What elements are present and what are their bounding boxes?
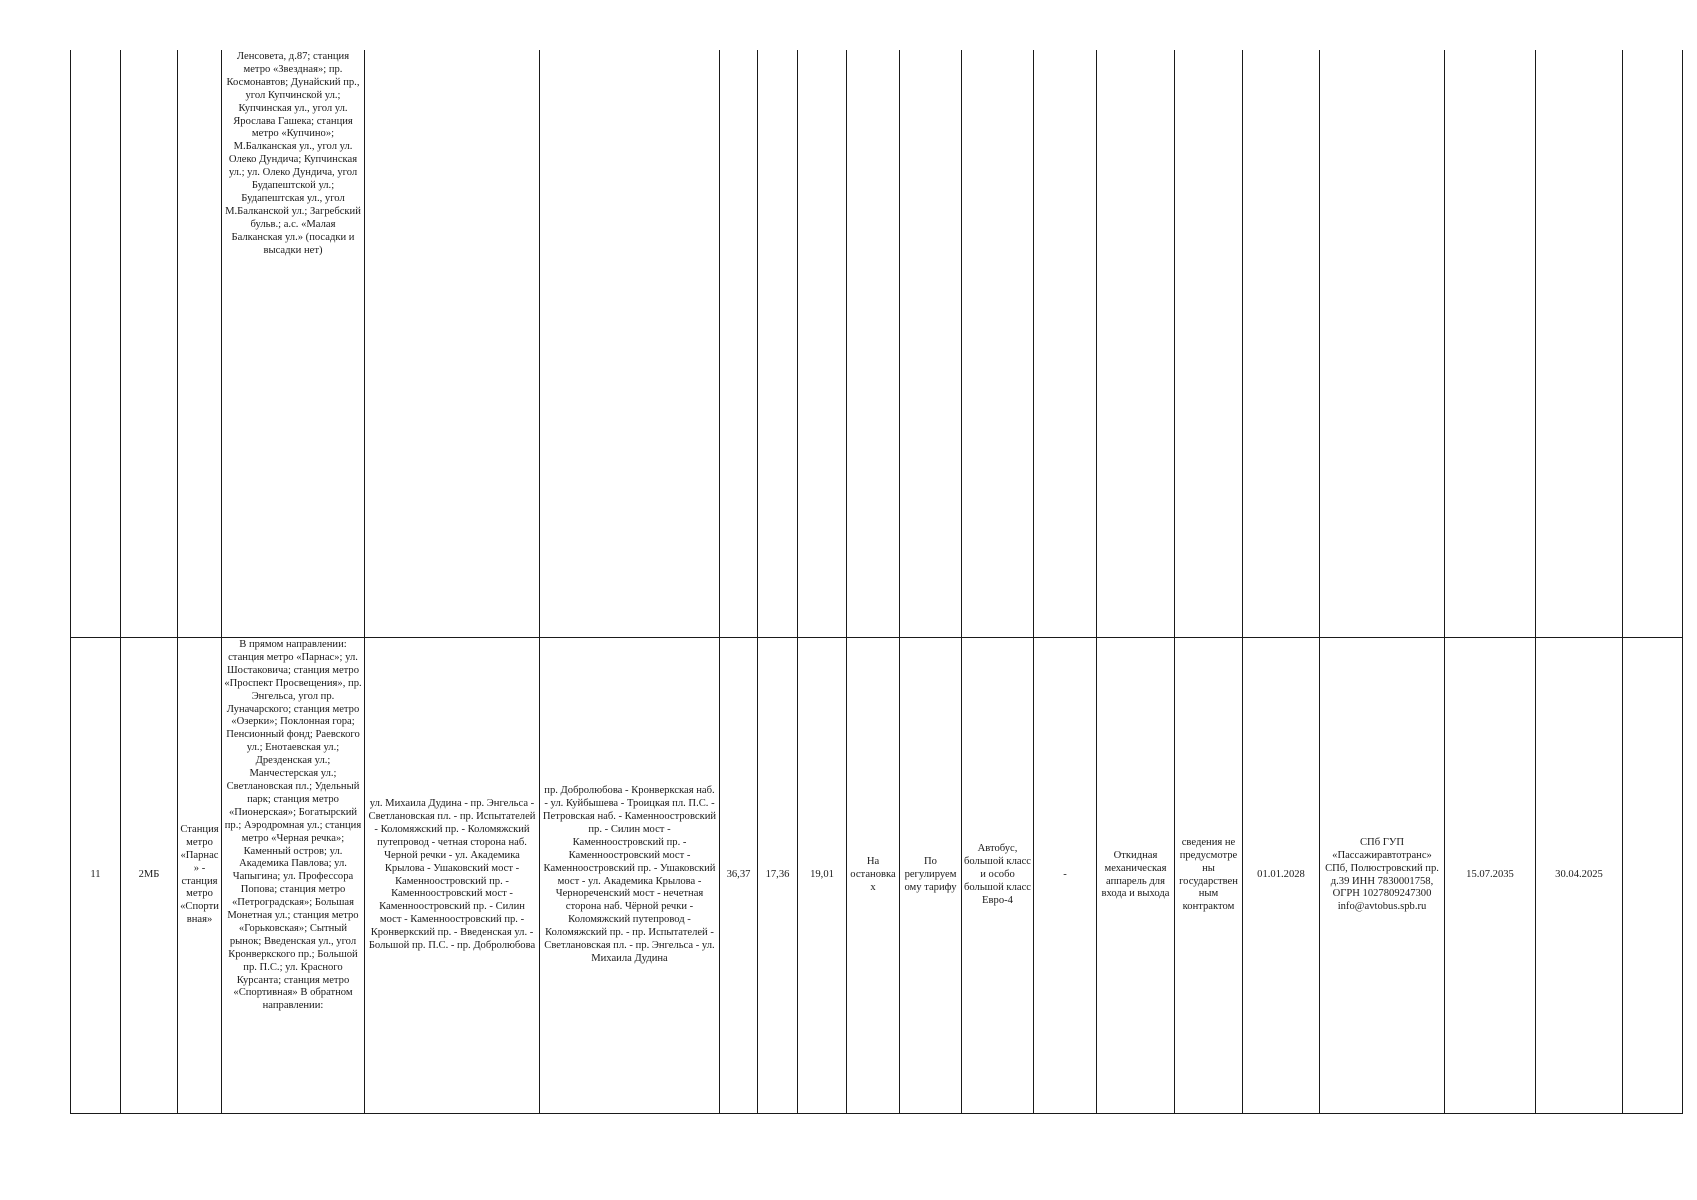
cell-empty xyxy=(798,50,847,638)
cell-empty xyxy=(365,50,540,638)
cell-empty xyxy=(1320,50,1445,638)
cell-dash: - xyxy=(1034,638,1097,1114)
route-register-table xyxy=(70,50,1683,1114)
cell-empty xyxy=(720,50,758,638)
cell-vehicle: Автобус, большой класс и особо большой класс Евро-4 xyxy=(962,638,1034,1114)
cell-stops: В прямом направлении: станция метро «Парнас»; ул. Шостаковича; станция метро «Проспект Просвещения», пр. Энгельса, угол пр. Луначарского; станция метро «Озерки»; Поклонная гора; Пенсионный фонд; Раевского ул.; Енотаевская ул.; Дрезденская ул.; Манчестерская ул.; Светлановская пл.; Удельный парк; станция метро «Пионерская»; Богатырский пр.; Аэродромная ул.; станция метро «Черная речка»; Каменный остров; ул. Академика Павлова; ул. Чапыгина; ул. Профессора Попова; станция метро «Петроградская»; Большая Монетная ул.; станция метро «Горьковская»; Сытный рынок; Введенская ул., угол Кронверкского пр.; Большой пр. П.С.; ул. Красного Курсанта; станция метро «Спортивная» В обратном направлении: xyxy=(222,638,365,1114)
cell-empty xyxy=(758,50,798,638)
cell-streets-forward: ул. Михаила Дудина - пр. Энгельса - Светлановская пл. - пр. Испытателей - Коломяжский пр. - Коломяжский путепровод - четная сторона наб. Черной речки - ул. Академика Крылова - Ушаковский мост - Каменноостровский пр. - Каменноостровский мост - Каменноостровский пр. - Силин мост - Каменноостровский пр. - Кронверкский пр. - Введенская ул. - Большой пр. П.С. - пр. Добролюбова xyxy=(365,638,540,1114)
cell-empty xyxy=(1623,50,1683,638)
cell-carrier: СПб ГУП «Пассажиравтотранс» СПб, Полюстровский пр. д.39 ИНН 7830001758, ОГРН 1027809247300 info@avtobus.spb.ru xyxy=(1320,638,1445,1114)
cell-last xyxy=(1623,638,1683,1114)
cell-empty xyxy=(900,50,962,638)
cell-length-forward: 36,37 xyxy=(720,638,758,1114)
cell-stops-continued: Ленсовета, д.87; станция метро «Звездная»; пр. Космонавтов; Дунайский пр., угол Купчинской ул.; Купчинская ул., угол ул. Ярослава Гашека; станция метро «Купчино»; М.Балканская ул., угол ул. Олеко Дундича; Купчинская ул.; ул. Олеко Дундича, угол Будапештской ул.; Будапештская ул., угол М.Балканской ул.; Загребский бульв.; а.с. «Малая Балканская ул.» (посадки и высадки нет) xyxy=(222,50,365,638)
cell-empty xyxy=(178,50,222,638)
cell-empty xyxy=(847,50,900,638)
cell-row-number: 11 xyxy=(71,638,121,1114)
cell-streets-backward: пр. Добролюбова - Кронверкская наб. - ул. Куйбышева - Троицкая пл. П.С. - Петровская наб. - Каменноостровский пр. - Силин мост - Каменноостровский пр. - Каменноостровский мост - Каменноостровский пр. - Ушаковский мост - ул. Академика Крылова - Чернореченский мост - нечетная сторона наб. Чёрной речки - Коломяжский путепровод - Коломяжский пр. - пр. Испытателей - Светлановская пл. - пр. Энгельса - ул. Михаила Дудина xyxy=(540,638,720,1114)
cell-empty xyxy=(1243,50,1320,638)
cell-empty xyxy=(1097,50,1175,638)
cell-extra-value: 19,01 xyxy=(798,638,847,1114)
cell-empty xyxy=(1536,50,1623,638)
cell-empty xyxy=(121,50,178,638)
cell-start-date: 01.01.2028 xyxy=(1243,638,1320,1114)
cell-equipment: Откидная механическая аппарель для входа и выхода xyxy=(1097,638,1175,1114)
cell-empty xyxy=(540,50,720,638)
cell-approval-date: 30.04.2025 xyxy=(1536,638,1623,1114)
cell-route-name: Станция метро «Парнас» - станция метро «Спортивная» xyxy=(178,638,222,1114)
cell-end-date: 15.07.2035 xyxy=(1445,638,1536,1114)
cell-tariff: По регулируемому тарифу xyxy=(900,638,962,1114)
cell-stop-order: На остановках xyxy=(847,638,900,1114)
cell-empty xyxy=(1175,50,1243,638)
cell-empty xyxy=(71,50,121,638)
cell-length-backward: 17,36 xyxy=(758,638,798,1114)
table-row-continuation xyxy=(71,50,1683,638)
table-row-route-2mb xyxy=(71,638,1683,1114)
cell-empty xyxy=(1034,50,1097,638)
cell-empty xyxy=(962,50,1034,638)
cell-empty xyxy=(1445,50,1536,638)
cell-route-number: 2МБ xyxy=(121,638,178,1114)
cell-contract-info: сведения не предусмотрены государственным контрактом xyxy=(1175,638,1243,1114)
